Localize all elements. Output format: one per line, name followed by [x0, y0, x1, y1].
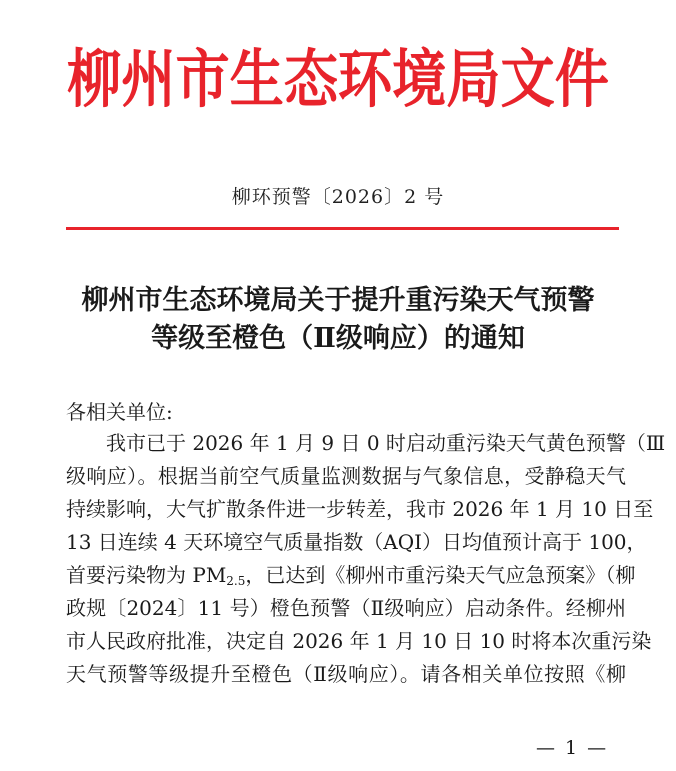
document-header-title: 柳州市生态环境局文件 [67, 43, 609, 116]
salutation: 各相关单位: [66, 400, 173, 424]
body-line: 我市已于 2026 年 1 月 9 日 0 时启动重污染天气黄色预警（Ⅲ [106, 431, 666, 455]
pm25-subscript: 2.5 [226, 574, 246, 588]
body-line: 13 日连续 4 天环境空气质量指数（AQI）日均值预计高于 100， [66, 530, 647, 554]
body-line: 政规〔2024〕11 号）橙色预警（Ⅱ级响应）启动条件。经柳州 [66, 596, 626, 620]
body-line: 持续影响，大气扩散条件进一步转差，我市 2026 年 1 月 10 日至 [66, 497, 654, 521]
notice-title [0, 282, 676, 358]
body-line: 市人民政府批准，决定自 2026 年 1 月 10 日 10 时将本次重污染 [66, 629, 652, 653]
body-line-pm25-after: ，已达到《柳州市重污染天气应急预案》（柳 [245, 563, 636, 587]
document-number: 柳环预警〔2026〕2 号 [231, 186, 445, 208]
body-line-pm25 [66, 559, 636, 592]
notice-title-line-2: 等级至橙色（Ⅱ级响应）的通知 [151, 323, 525, 354]
body-paragraph [66, 427, 666, 691]
body-line: 级响应）。根据当前空气质量监测数据与气象信息，受静稳天气 [66, 464, 626, 488]
body-line: 天气预警等级提升至橙色（Ⅱ级响应）。请各相关单位按照《柳 [66, 662, 626, 686]
notice-title-line-1: 柳州市生态环境局关于提升重污染天气预警 [81, 285, 595, 316]
red-divider-line [66, 227, 619, 230]
page-number: — 1 — [536, 737, 609, 759]
body-line-pm25-before: 首要污染物为 PM [66, 563, 227, 587]
